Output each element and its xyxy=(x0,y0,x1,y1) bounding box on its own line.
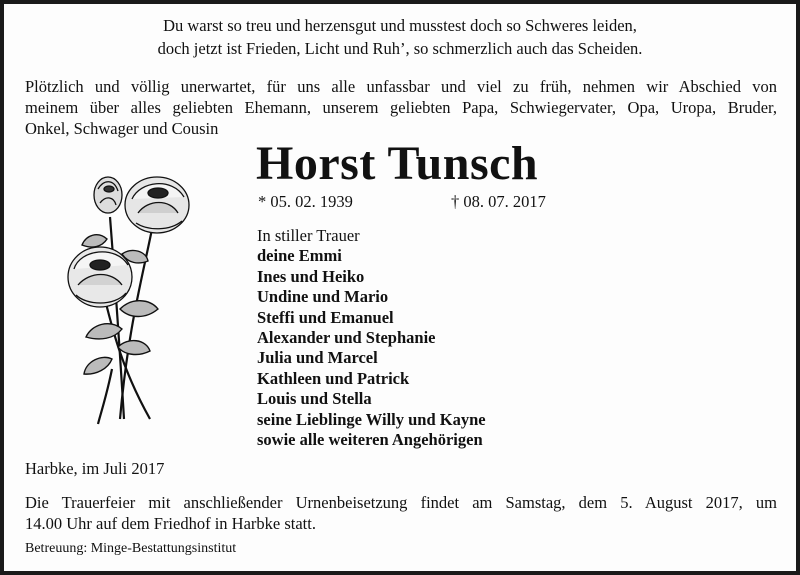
mourner-name: Louis und Stella xyxy=(257,389,372,409)
service-line: Die Trauerfeier mit anschließender Urnenbeisetzung findet am Samstag, dem 5. August 2017, um xyxy=(25,493,777,512)
mourner-name: deine Emmi xyxy=(257,246,342,266)
mourner-name: Ines und Heiko xyxy=(257,266,365,286)
mourners-list xyxy=(257,226,486,450)
mourners-lead: In stiller Trauer xyxy=(257,226,360,245)
intro-line: meinem über alles geliebten Ehemann, unserem geliebten Papa, Schwiegervater, Opa, Uropa, Bruder, xyxy=(25,98,777,117)
deceased-name: Horst Tunsch xyxy=(256,137,539,190)
intro-line: Plötzlich und völlig unerwartet, für uns alle unfassbar und viel zu früh, nehmen wir Abschied von xyxy=(25,77,777,96)
service-info xyxy=(25,492,777,534)
intro-text xyxy=(25,76,777,139)
mourner-name: seine Lieblinge Willy und Kayne xyxy=(257,409,486,429)
mourner-name: sowie alle weiteren Angehörigen xyxy=(257,430,483,450)
place-date: Harbke, im Juli 2017 xyxy=(25,459,165,478)
poem-line: doch jetzt ist Frieden, Licht und Ruh’, so schmerzlich auch das Scheiden. xyxy=(157,39,643,58)
death-date: † 08. 07. 2017 xyxy=(451,192,546,211)
funeral-home: Betreuung: Minge-Bestattungsinstitut xyxy=(25,541,237,556)
poem-line: Du warst so treu und herzensgut und musstest doch so Schweres leiden, xyxy=(163,16,637,35)
mourner-name: Alexander und Stephanie xyxy=(257,328,436,348)
poem xyxy=(4,14,796,60)
service-line: 14.00 Uhr auf dem Friedhof in Harbke statt. xyxy=(25,514,316,533)
mourner-name: Kathleen und Patrick xyxy=(257,368,410,388)
roses-icon xyxy=(62,169,212,429)
mourner-name: Undine und Mario xyxy=(257,287,389,307)
mourner-name: Julia und Marcel xyxy=(257,348,378,368)
intro-line: Onkel, Schwager und Cousin xyxy=(25,119,219,138)
mourner-name: Steffi und Emanuel xyxy=(257,307,394,327)
birth-date: * 05. 02. 1939 xyxy=(258,192,353,211)
